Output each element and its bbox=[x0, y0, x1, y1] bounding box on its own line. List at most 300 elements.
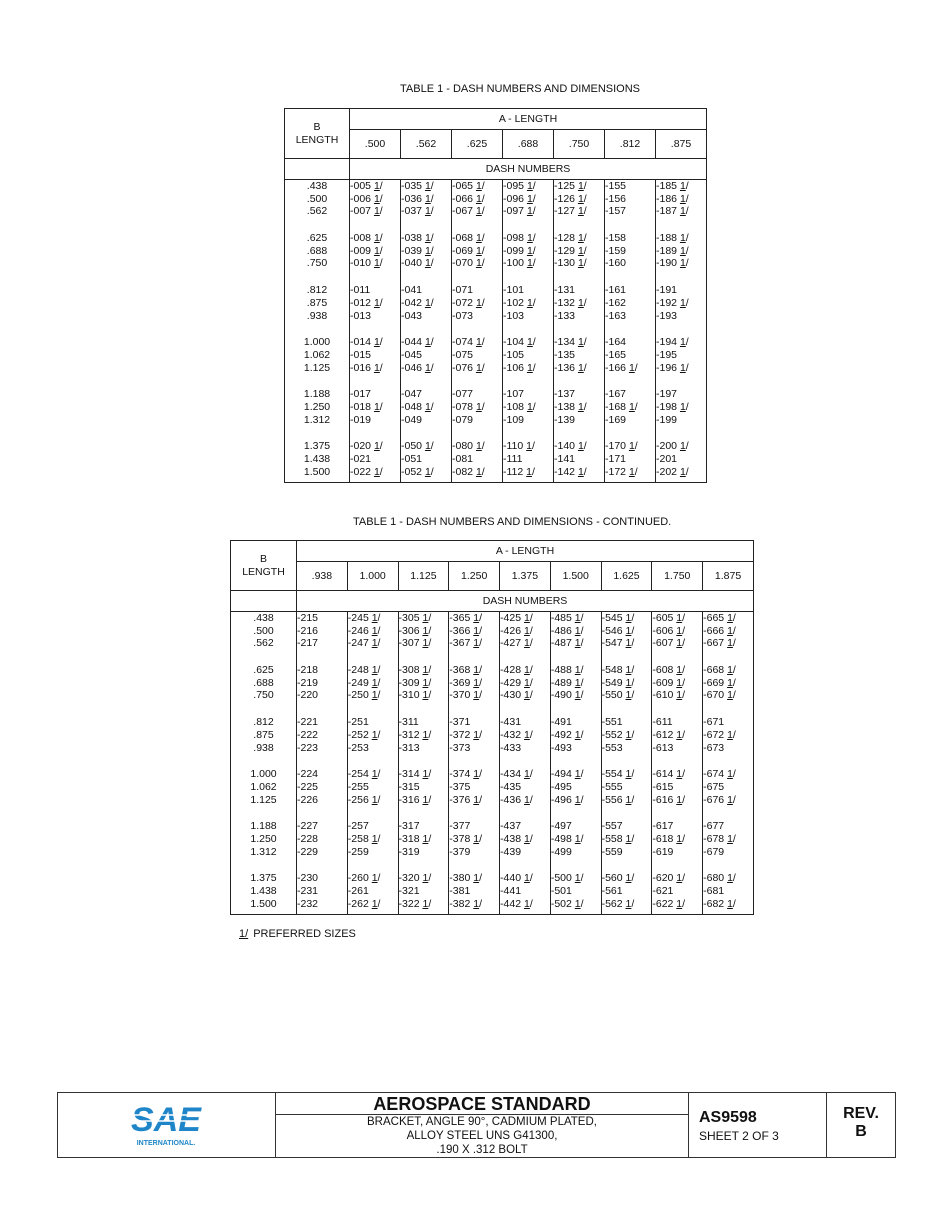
dash-group bbox=[449, 716, 499, 754]
dash-value: -313 bbox=[398, 741, 420, 754]
dash-number bbox=[605, 414, 655, 427]
dash-number bbox=[554, 466, 604, 479]
b-header-line: B bbox=[259, 552, 267, 565]
dash-group bbox=[602, 716, 652, 754]
dash-number bbox=[449, 885, 499, 898]
dash-value: -101 bbox=[503, 284, 525, 297]
preferred-mark: 1 bbox=[625, 689, 632, 702]
preferred-mark: 1 bbox=[524, 897, 530, 910]
a-length-header: A - LENGTH bbox=[350, 109, 707, 130]
dash-value: -103 bbox=[503, 309, 525, 322]
preferred-mark: 1 bbox=[676, 832, 683, 845]
dash-group bbox=[297, 716, 347, 754]
dash-group bbox=[401, 336, 451, 374]
preferred-mark: 1 bbox=[371, 728, 378, 741]
dash-number bbox=[503, 388, 553, 401]
preferred-mark: 1 bbox=[424, 192, 431, 205]
b-length-value: .812 bbox=[306, 284, 328, 297]
dash-number bbox=[399, 794, 449, 807]
preferred-mark: 1 bbox=[422, 637, 429, 650]
preferred-mark: 1 bbox=[473, 689, 480, 702]
preferred-mark: 1 bbox=[577, 361, 584, 374]
dash-value: -224 bbox=[297, 768, 319, 781]
dash-value: -557 bbox=[601, 820, 623, 833]
description-line: BRACKET, ANGLE 90°, CADMIUM PLATED, bbox=[367, 1116, 597, 1128]
dash-number bbox=[401, 414, 451, 427]
preferred-mark: 1 bbox=[574, 872, 581, 885]
dash-value: -430 1/ bbox=[500, 689, 533, 702]
dash-value: -438 1/ bbox=[500, 832, 533, 845]
dash-number bbox=[503, 336, 553, 349]
dash-value: -165 bbox=[605, 348, 627, 361]
dash-number bbox=[605, 193, 655, 206]
dash-value: -251 bbox=[347, 716, 369, 729]
preferred-mark: 1 bbox=[676, 689, 683, 702]
dash-value: -217 bbox=[297, 637, 319, 650]
dash-value: -139 bbox=[554, 413, 576, 426]
b-length-values bbox=[285, 180, 350, 483]
dash-number bbox=[656, 310, 706, 323]
dash-value: -428 1/ bbox=[500, 664, 533, 677]
dash-number bbox=[602, 768, 652, 781]
preferred-mark: 1 bbox=[676, 768, 683, 781]
dash-number bbox=[350, 414, 400, 427]
preferred-mark: 1 bbox=[373, 361, 380, 374]
dash-number bbox=[652, 612, 702, 625]
dash-value: -163 bbox=[605, 309, 627, 322]
b-length-value: 1.125 bbox=[250, 793, 277, 806]
preferred-mark: 1 bbox=[526, 336, 533, 349]
dash-number bbox=[449, 846, 499, 859]
dash-number bbox=[503, 414, 553, 427]
dash-value: -186 1/ bbox=[656, 192, 689, 205]
dash-number bbox=[297, 716, 347, 729]
preferred-mark: 1 bbox=[526, 296, 533, 309]
preferred-mark: 1 bbox=[373, 244, 380, 257]
preferred-mark: 1 bbox=[526, 244, 533, 257]
dash-group bbox=[703, 716, 753, 754]
dash-value: -374 1/ bbox=[449, 768, 482, 781]
dash-value: -555 bbox=[601, 780, 623, 793]
dash-value: -250 1/ bbox=[347, 689, 381, 702]
a-length-column: 1.125 bbox=[398, 562, 449, 591]
dash-group bbox=[500, 664, 550, 702]
dash-group bbox=[401, 440, 451, 478]
dash-number bbox=[652, 716, 702, 729]
dash-number bbox=[503, 453, 553, 466]
a-length-column: .688 bbox=[503, 130, 554, 159]
number-cell bbox=[689, 1093, 827, 1157]
dash-group bbox=[399, 768, 449, 806]
dash-value: -010 1/ bbox=[350, 257, 383, 270]
dash-value: -155 bbox=[605, 180, 627, 192]
preferred-mark: 1 bbox=[676, 612, 683, 624]
dash-number bbox=[602, 742, 652, 755]
dash-group bbox=[348, 768, 398, 806]
preferred-mark: 1 bbox=[424, 336, 431, 349]
title-block bbox=[57, 1092, 896, 1158]
dash-number bbox=[605, 440, 655, 453]
dash-number bbox=[652, 664, 702, 677]
preferred-mark: 1 bbox=[473, 664, 480, 677]
dash-value: -442 1/ bbox=[500, 897, 533, 910]
dash-value: -140 1/ bbox=[554, 440, 587, 453]
dash-number bbox=[350, 466, 400, 479]
dash-number bbox=[500, 898, 550, 911]
sheet-number: SHEET 2 OF 3 bbox=[699, 1129, 779, 1143]
dash-number bbox=[401, 257, 451, 270]
dash-value: -488 1/ bbox=[550, 664, 584, 677]
dash-value: -493 bbox=[550, 741, 572, 754]
dash-value: -042 1/ bbox=[401, 296, 434, 309]
dash-value: -223 bbox=[297, 741, 319, 754]
standard-title: AEROSPACE STANDARD bbox=[276, 1093, 688, 1115]
preferred-mark: 1 bbox=[524, 793, 530, 806]
dash-value: -097 1/ bbox=[503, 205, 536, 218]
dash-value: -431 bbox=[500, 716, 522, 729]
dash-group bbox=[656, 440, 706, 478]
preferred-mark: 1 bbox=[625, 664, 632, 677]
dash-value: -553 bbox=[601, 741, 623, 754]
preferred-mark: 1 bbox=[574, 897, 581, 910]
preferred-mark: 1 bbox=[473, 872, 480, 885]
dash-group bbox=[554, 388, 604, 426]
b-length-value: 1.062 bbox=[250, 780, 277, 793]
preferred-mark: 1 bbox=[424, 296, 431, 309]
preferred-mark: 1 bbox=[676, 897, 683, 910]
dash-number bbox=[449, 716, 499, 729]
preferred-mark: 1 bbox=[679, 296, 686, 309]
dash-value: -171 bbox=[605, 453, 627, 465]
dash-group bbox=[500, 716, 550, 754]
dash-value: -494 1/ bbox=[550, 768, 584, 781]
dash-number bbox=[350, 297, 400, 310]
dash-number bbox=[656, 180, 706, 193]
dash-value: -130 1/ bbox=[554, 257, 587, 270]
dash-value: -192 1/ bbox=[656, 296, 689, 309]
dash-group bbox=[652, 820, 702, 858]
dash-number bbox=[656, 388, 706, 401]
dash-group bbox=[503, 232, 553, 270]
dash-number bbox=[297, 768, 347, 781]
dash-group bbox=[703, 768, 753, 806]
dash-number bbox=[500, 833, 550, 846]
dash-number bbox=[297, 898, 347, 911]
dash-value: -669 1/ bbox=[703, 676, 736, 689]
dash-value: -671 bbox=[703, 716, 725, 729]
dash-number bbox=[452, 440, 502, 453]
dash-number bbox=[652, 781, 702, 794]
dash-group bbox=[452, 284, 502, 322]
dash-number bbox=[401, 440, 451, 453]
dash-number bbox=[500, 794, 550, 807]
dash-value: -305 1/ bbox=[398, 612, 432, 624]
preferred-mark: 1 bbox=[574, 728, 581, 741]
dash-group bbox=[605, 232, 655, 270]
dash-group bbox=[401, 180, 451, 218]
b-length-value: .875 bbox=[253, 728, 274, 741]
dash-value: -245 1/ bbox=[347, 612, 381, 624]
preferred-mark: 1 bbox=[574, 768, 581, 781]
dash-value: -226 bbox=[297, 793, 319, 806]
dash-number bbox=[503, 180, 553, 193]
dash-value: -667 1/ bbox=[703, 637, 736, 650]
dash-column bbox=[656, 180, 707, 483]
preferred-mark: 1 bbox=[526, 205, 533, 218]
preferred-mark: 1 bbox=[577, 336, 584, 349]
b-length-value: .500 bbox=[306, 192, 328, 205]
dash-value: -107 bbox=[503, 388, 525, 401]
dash-value: -109 bbox=[503, 413, 525, 426]
dash-value: -439 bbox=[500, 845, 522, 858]
dash-value: -137 bbox=[554, 388, 576, 401]
dash-number bbox=[656, 297, 706, 310]
preferred-mark: 1 bbox=[424, 465, 431, 478]
dash-number bbox=[703, 781, 753, 794]
preferred-mark: 1 bbox=[727, 637, 733, 650]
dash-group bbox=[605, 336, 655, 374]
dash-number bbox=[401, 453, 451, 466]
b-length-group bbox=[231, 664, 296, 702]
dash-value: -065 1/ bbox=[452, 180, 485, 192]
dash-value: -668 1/ bbox=[703, 664, 736, 677]
dash-number bbox=[551, 742, 601, 755]
b-length-value: .500 bbox=[253, 624, 274, 637]
dash-number bbox=[703, 729, 753, 742]
dash-value: -222 bbox=[297, 728, 319, 741]
preferred-mark: 1 bbox=[424, 232, 431, 245]
b-length-group bbox=[231, 768, 296, 806]
dash-group bbox=[551, 872, 601, 910]
dash-value: -141 bbox=[554, 453, 576, 465]
preferred-mark: 1 bbox=[727, 612, 733, 624]
dash-value: -306 1/ bbox=[398, 624, 432, 637]
dash-value: -497 bbox=[550, 820, 572, 833]
preferred-mark: 1 bbox=[473, 793, 480, 806]
dash-value: -111 bbox=[503, 453, 523, 465]
preferred-mark: 1 bbox=[727, 728, 733, 741]
dash-value: -675 bbox=[703, 780, 725, 793]
dash-group bbox=[605, 284, 655, 322]
dash-number bbox=[652, 677, 702, 690]
dash-group bbox=[297, 612, 347, 650]
dash-value: -548 1/ bbox=[601, 664, 635, 677]
dash-number bbox=[452, 466, 502, 479]
dash-value: -545 1/ bbox=[601, 612, 635, 624]
preferred-mark: 1 bbox=[473, 832, 480, 845]
dash-value: -501 bbox=[550, 885, 572, 897]
dash-group bbox=[703, 664, 753, 702]
dash-value: -489 1/ bbox=[550, 676, 584, 689]
logo-cell bbox=[58, 1093, 276, 1157]
dash-value: -075 bbox=[452, 348, 474, 361]
preferred-mark: 1 bbox=[371, 689, 378, 702]
b-length-value: 1.312 bbox=[303, 413, 331, 426]
dash-number bbox=[399, 846, 449, 859]
preferred-mark: 1 bbox=[473, 676, 480, 689]
preferred-mark: 1 bbox=[526, 361, 533, 374]
dash-value: -052 1/ bbox=[401, 465, 434, 478]
dash-number bbox=[449, 729, 499, 742]
dash-value: -610 1/ bbox=[652, 689, 686, 702]
dash-number bbox=[350, 440, 400, 453]
preferred-mark: 1 bbox=[679, 192, 686, 205]
dash-number bbox=[297, 846, 347, 859]
dash-number bbox=[602, 885, 652, 898]
dash-number bbox=[652, 833, 702, 846]
dash-group bbox=[500, 612, 550, 650]
dash-value: -679 bbox=[703, 845, 725, 858]
dash-number bbox=[551, 885, 601, 898]
dash-value: -552 1/ bbox=[601, 728, 635, 741]
dash-value: -225 bbox=[297, 780, 319, 793]
dash-value: -172 1/ bbox=[605, 465, 638, 478]
dash-number bbox=[348, 716, 398, 729]
dash-value: -550 1/ bbox=[601, 689, 635, 702]
dash-number bbox=[399, 716, 449, 729]
dash-value: -191 bbox=[656, 284, 678, 297]
dash-number bbox=[554, 205, 604, 218]
dash-value: -308 1/ bbox=[398, 664, 432, 677]
dash-number bbox=[449, 833, 499, 846]
dash-numbers-header: DASH NUMBERS bbox=[297, 591, 754, 612]
dash-value: -492 1/ bbox=[550, 728, 584, 741]
dash-number bbox=[350, 205, 400, 218]
dash-value: -678 1/ bbox=[703, 832, 736, 845]
dash-number bbox=[605, 453, 655, 466]
dash-number bbox=[652, 872, 702, 885]
dash-value: -071 bbox=[452, 284, 474, 297]
dash-number bbox=[401, 349, 451, 362]
dash-value: -319 bbox=[398, 845, 420, 858]
dash-number bbox=[350, 180, 400, 193]
dash-group bbox=[350, 232, 400, 270]
dash-number bbox=[656, 205, 706, 218]
b-length-value: .688 bbox=[306, 244, 328, 257]
b-length-spacer bbox=[231, 591, 297, 612]
dash-value: -248 1/ bbox=[347, 664, 381, 677]
dash-group bbox=[652, 872, 702, 910]
dash-value: -200 1/ bbox=[656, 440, 689, 453]
dash-number bbox=[297, 820, 347, 833]
dash-group bbox=[703, 872, 753, 910]
dash-number bbox=[554, 297, 604, 310]
dash-number bbox=[348, 742, 398, 755]
dash-value: -040 1/ bbox=[401, 257, 434, 270]
sae-logo-subtext: INTERNATIONAL. bbox=[136, 1140, 196, 1147]
dash-value: -677 bbox=[703, 820, 725, 833]
dash-value: -195 bbox=[656, 348, 678, 361]
preferred-mark: 1 bbox=[577, 180, 584, 192]
b-length-value: 1.188 bbox=[250, 820, 277, 833]
dash-value: -378 1/ bbox=[449, 832, 482, 845]
standard-number: AS9598 bbox=[699, 1109, 757, 1126]
dash-number bbox=[605, 466, 655, 479]
dash-column bbox=[601, 612, 652, 915]
preferred-mark: 1 bbox=[524, 832, 530, 845]
dash-value: -197 bbox=[656, 388, 678, 401]
dash-number bbox=[401, 245, 451, 258]
dash-value: -167 bbox=[605, 388, 627, 401]
preferred-mark: 1 bbox=[475, 205, 482, 218]
dash-number bbox=[500, 677, 550, 690]
title-cell bbox=[276, 1093, 689, 1157]
dash-number bbox=[703, 794, 753, 807]
dash-value: -202 1/ bbox=[656, 465, 689, 478]
dash-value: -372 1/ bbox=[449, 728, 482, 741]
dash-group bbox=[703, 612, 753, 650]
dash-value: -070 1/ bbox=[452, 257, 485, 270]
dash-number bbox=[551, 872, 601, 885]
b-length-value: .750 bbox=[253, 689, 274, 702]
dash-number bbox=[652, 768, 702, 781]
dash-value: -035 1/ bbox=[401, 180, 434, 192]
dash-value: -254 1/ bbox=[347, 768, 381, 781]
dash-number bbox=[652, 885, 702, 898]
dash-value: -018 1/ bbox=[350, 400, 383, 413]
dash-group bbox=[350, 388, 400, 426]
b-length-value: .438 bbox=[306, 180, 328, 192]
dash-value: -125 1/ bbox=[554, 180, 587, 192]
dash-number bbox=[401, 205, 451, 218]
dash-value: -006 1/ bbox=[350, 192, 383, 205]
preferred-mark: 1 bbox=[473, 728, 480, 741]
dash-value: -046 1/ bbox=[401, 361, 434, 374]
dash-value: -051 bbox=[401, 453, 423, 465]
dash-number bbox=[452, 401, 502, 414]
dash-group bbox=[605, 388, 655, 426]
dash-value: -134 1/ bbox=[554, 336, 587, 349]
preferred-mark: 1 bbox=[574, 612, 581, 624]
dash-value: -434 1/ bbox=[500, 768, 533, 781]
dash-number bbox=[452, 180, 502, 193]
dash-number bbox=[652, 820, 702, 833]
dash-number bbox=[399, 768, 449, 781]
dash-value: -665 1/ bbox=[703, 612, 736, 624]
dash-value: -502 1/ bbox=[550, 897, 584, 910]
preferred-mark: 1 bbox=[574, 676, 581, 689]
dash-value: -164 bbox=[605, 336, 627, 349]
dash-value: -136 1/ bbox=[554, 361, 587, 374]
dash-number bbox=[652, 689, 702, 702]
dash-number bbox=[452, 349, 502, 362]
preferred-mark: 1 bbox=[628, 440, 635, 453]
dash-value: -104 1/ bbox=[503, 336, 536, 349]
dash-value: -322 1/ bbox=[398, 897, 432, 910]
dash-value: -016 1/ bbox=[350, 361, 383, 374]
dash-number bbox=[605, 362, 655, 375]
dash-value: -199 bbox=[656, 413, 678, 426]
dash-value: -162 bbox=[605, 296, 627, 309]
table1-caption: TABLE 1 - DASH NUMBERS AND DIMENSIONS bbox=[400, 83, 641, 95]
dash-number bbox=[452, 310, 502, 323]
preferred-mark: 1 bbox=[526, 257, 533, 270]
dash-value: -073 bbox=[452, 309, 474, 322]
dash-group bbox=[602, 820, 652, 858]
dash-group bbox=[350, 440, 400, 478]
dash-value: -159 bbox=[605, 244, 627, 257]
dash-number bbox=[500, 664, 550, 677]
a-length-column: 1.625 bbox=[601, 562, 652, 591]
preferred-mark: 1 bbox=[373, 205, 380, 218]
dash-value: -230 bbox=[297, 872, 319, 885]
dash-number bbox=[554, 232, 604, 245]
dash-value: -379 bbox=[449, 845, 471, 858]
preferred-mark: 1 bbox=[373, 296, 380, 309]
preferred-mark: 1 bbox=[373, 336, 380, 349]
dash-number bbox=[703, 612, 753, 625]
dash-group bbox=[656, 232, 706, 270]
